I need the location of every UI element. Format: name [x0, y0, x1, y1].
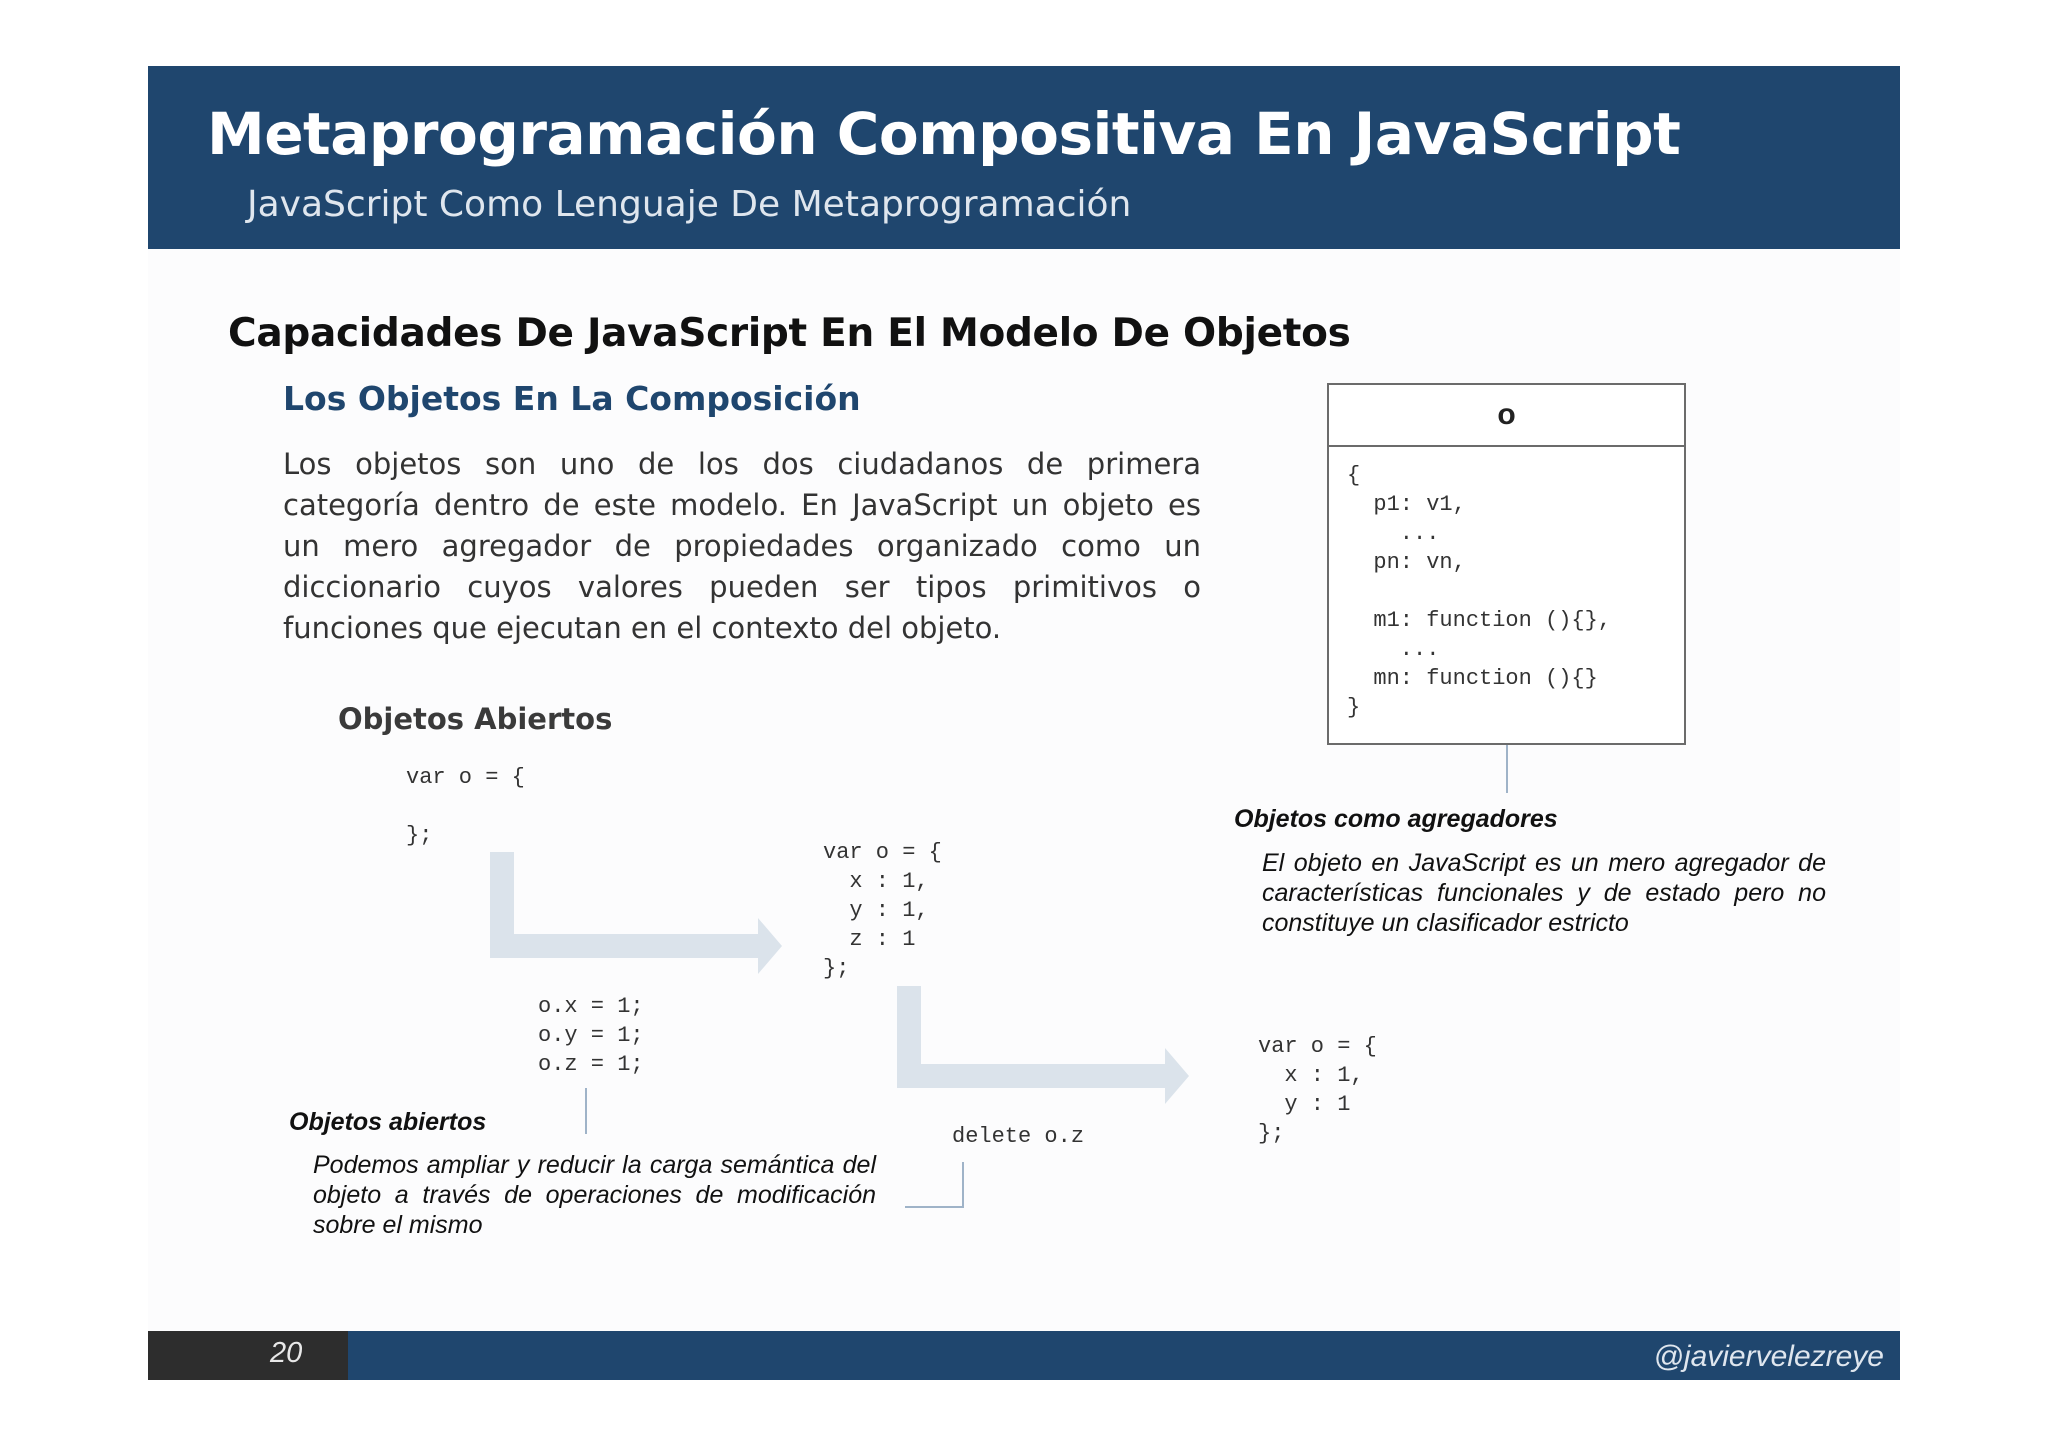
connector-line-delete-foot	[905, 1206, 964, 1208]
code-empty-object: var o = { };	[406, 765, 525, 848]
code-delete: delete o.z	[952, 1124, 1085, 1149]
footer-bar	[148, 1331, 1900, 1380]
page-number: 20	[270, 1337, 303, 1369]
section-subtitle: Los Objetos En La Composición	[283, 379, 861, 418]
page-number-box	[148, 1331, 348, 1380]
code-assignments: o.x = 1; o.y = 1; o.z = 1;	[538, 994, 644, 1077]
object-box-code: { p1: v1, ... pn: vn, m1: function (){}, ... mn: function (){} }	[1347, 463, 1612, 720]
connector-line-assign	[585, 1088, 587, 1134]
open-objects-heading: Objetos Abiertos	[338, 702, 613, 736]
intro-paragraph: Los objetos son uno de los dos ciudadanos de primera categoría dentro de este modelo. En JavaScript un objeto es un mero agregador de propiedades organizado como un diccionario cuyos valores pueden ser tipos primitivos o funciones que ejecutan en el contexto del objeto.	[283, 447, 1201, 645]
flow-arrow-add	[480, 850, 780, 980]
aggregator-note-title: Objetos como agregadores	[1234, 805, 1558, 833]
aggregator-note-text: El objeto en JavaScript es un mero agregador de características funcionales y de estado pero no constituye un clasificador estricto	[1262, 849, 1826, 937]
open-objects-note-title: Objetos abiertos	[289, 1108, 487, 1136]
open-objects-note-text: Podemos ampliar y reducir la carga semántica del objeto a través de operaciones de modificación sobre el mismo	[313, 1151, 876, 1239]
section-title: Capacidades De JavaScript En El Modelo De Objetos	[228, 311, 1351, 356]
object-box-title: o	[1329, 385, 1684, 447]
author-handle: @javiervelezreye	[1653, 1340, 1884, 1373]
flow-arrow-delete	[893, 984, 1193, 1114]
slide-title: Metaprogramación Compositiva En JavaScript	[207, 100, 1681, 168]
code-reduced-object: var o = { x : 1, y : 1 };	[1258, 1034, 1377, 1146]
connector-line-delete	[962, 1162, 964, 1208]
slide-subtitle: JavaScript Como Lenguaje De Metaprogramación	[247, 184, 1132, 225]
connector-line-box	[1506, 745, 1508, 793]
object-box	[1327, 383, 1686, 745]
code-full-object: var o = { x : 1, y : 1, z : 1 };	[823, 840, 942, 981]
